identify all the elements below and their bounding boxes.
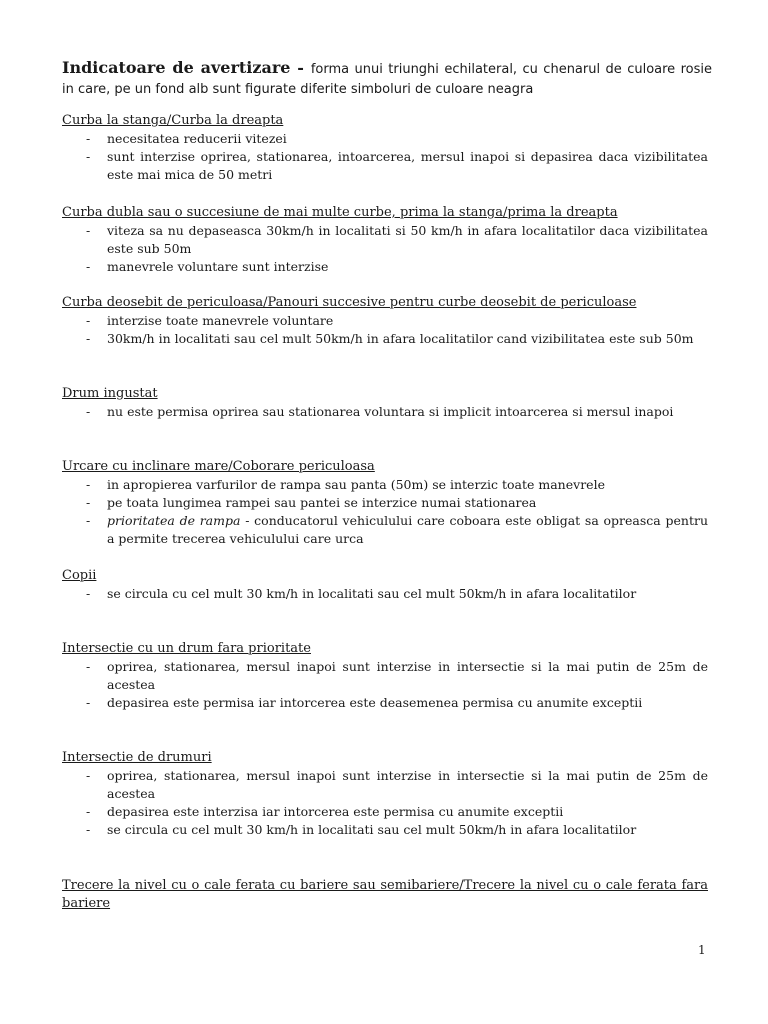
list-item: [62, 258, 708, 276]
list-item-text: se circula cu cel mult 30 km/h in localitati sau cel mult 50km/h in afara localitatilor: [107, 822, 637, 837]
list-item: [62, 130, 708, 148]
list-item-text: 30km/h in localitati sau cel mult 50km/h in afara localitatilor cand vizibilitatea este sub 50m: [107, 331, 694, 346]
list-item-text: sunt interzise oprirea, stationarea, intoarcerea, mersul inapoi si depasirea daca vizibilitatea este mai mica de 50 metri: [107, 149, 708, 182]
section-heading: Copii: [62, 568, 97, 583]
bullet-dash: -: [86, 586, 91, 601]
section-intersectie-drumuri: [62, 749, 708, 839]
list-item: [62, 585, 708, 603]
bullet-dash: -: [86, 495, 91, 510]
bullet-dash: -: [86, 513, 91, 528]
bullet-dash: -: [86, 804, 91, 819]
page-title: Indicatoare de avertizare -: [62, 58, 311, 77]
list-item-text: se circula cu cel mult 30 km/h in localitati sau cel mult 50km/h in afara localitatilor: [107, 586, 637, 601]
list-item: [62, 494, 708, 512]
bullet-dash: -: [86, 149, 91, 164]
list-item: [62, 694, 708, 712]
list-item: [62, 330, 708, 348]
section-heading: Drum ingustat: [62, 386, 158, 401]
section-heading: Curba la stanga/Curba la dreapta: [62, 113, 284, 128]
list-item-text: in apropierea varfurilor de rampa sau panta (50m) se interzic toate manevrele: [107, 477, 605, 492]
page-number: 1: [698, 943, 706, 957]
bullet-dash: -: [86, 659, 91, 674]
list-item: [62, 403, 708, 421]
section-curba-dubla: [62, 204, 708, 276]
bullet-dash: -: [86, 313, 91, 328]
bullet-dash: -: [86, 404, 91, 419]
rampa-text: - conducatorul vehiculului care coboara este obligat sa opreasca pentru a permite trecerea vehiculului care urca: [107, 513, 708, 546]
list-item-text: interzise toate manevrele voluntare: [107, 313, 334, 328]
list-item: [62, 658, 708, 694]
section-copii: [62, 567, 708, 603]
section-heading: Curba dubla sau o succesiune de mai multe curbe, prima la stanga/prima la dreapta: [62, 205, 618, 220]
bullet-dash: -: [86, 259, 91, 274]
section-heading: Curba deosebit de periculoasa/Panouri succesive pentru curbe deosebit de periculoase: [62, 295, 637, 310]
section-heading: Urcare cu inclinare mare/Coborare periculoasa: [62, 459, 375, 474]
list-item-text: pe toata lungimea rampei sau pantei se interzice numai stationarea: [107, 495, 537, 510]
list-item: [62, 512, 708, 548]
section-drum-ingustat: [62, 385, 708, 421]
rampa-term: prioritatea de rampa: [107, 513, 241, 528]
list-item: [62, 767, 708, 803]
section-curba-stanga-dreapta: [62, 112, 708, 184]
section-curba-periculoasa: [62, 294, 708, 348]
bullet-dash: -: [86, 477, 91, 492]
list-item: [62, 222, 708, 258]
bullet-dash: -: [86, 768, 91, 783]
section-heading: Intersectie cu un drum fara prioritate: [62, 641, 311, 656]
list-item-text: depasirea este interzisa iar intorcerea este permisa cu anumite exceptii: [107, 804, 564, 819]
bullet-dash: -: [86, 331, 91, 346]
bullet-dash: -: [86, 822, 91, 837]
list-item-text: depasirea este permisa iar intorcerea este deasemenea permisa cu anumite exceptii: [107, 695, 643, 710]
bullet-dash: -: [86, 131, 91, 146]
list-item-text: necesitatea reducerii vitezei: [107, 131, 287, 146]
section-heading: Trecere la nivel cu o cale ferata cu bariere sau semibariere/Trecere la nivel cu o cale ferata fara bariere: [62, 878, 708, 911]
section-trecere-cale-ferata: [62, 877, 708, 913]
section-urcare-coborare: [62, 458, 708, 548]
list-item-text: viteza sa nu depaseasca 30km/h in localitati si 50 km/h in afara localitatilor daca vizibilitatea este sub 50m: [107, 223, 708, 256]
bullet-dash: -: [86, 223, 91, 238]
section-heading: Intersectie de drumuri: [62, 750, 212, 765]
section-intersectie-fara-prioritate: [62, 640, 708, 712]
intro-paragraph: [62, 58, 712, 100]
list-item: [62, 821, 708, 839]
intro-text: forma unui triunghi echilateral, cu chenarul de culoare rosie in care, pe un fond alb sunt figurate diferite simboluri de culoare neagra: [62, 62, 712, 97]
list-item-text: manevrele voluntare sunt interzise: [107, 259, 329, 274]
list-item-text: oprirea, stationarea, mersul inapoi sunt interzise in intersectie si la mai putin de 25m de acestea: [107, 659, 708, 692]
list-item: [62, 476, 708, 494]
bullet-dash: -: [86, 695, 91, 710]
list-item: [62, 312, 708, 330]
list-item-text: oprirea, stationarea, mersul inapoi sunt interzise in intersectie si la mai putin de 25m de acestea: [107, 768, 708, 801]
list-item: [62, 803, 708, 821]
list-item: [62, 148, 708, 184]
list-item-text: nu este permisa oprirea sau stationarea voluntara si implicit intoarcerea si mersul inapoi: [107, 404, 674, 419]
